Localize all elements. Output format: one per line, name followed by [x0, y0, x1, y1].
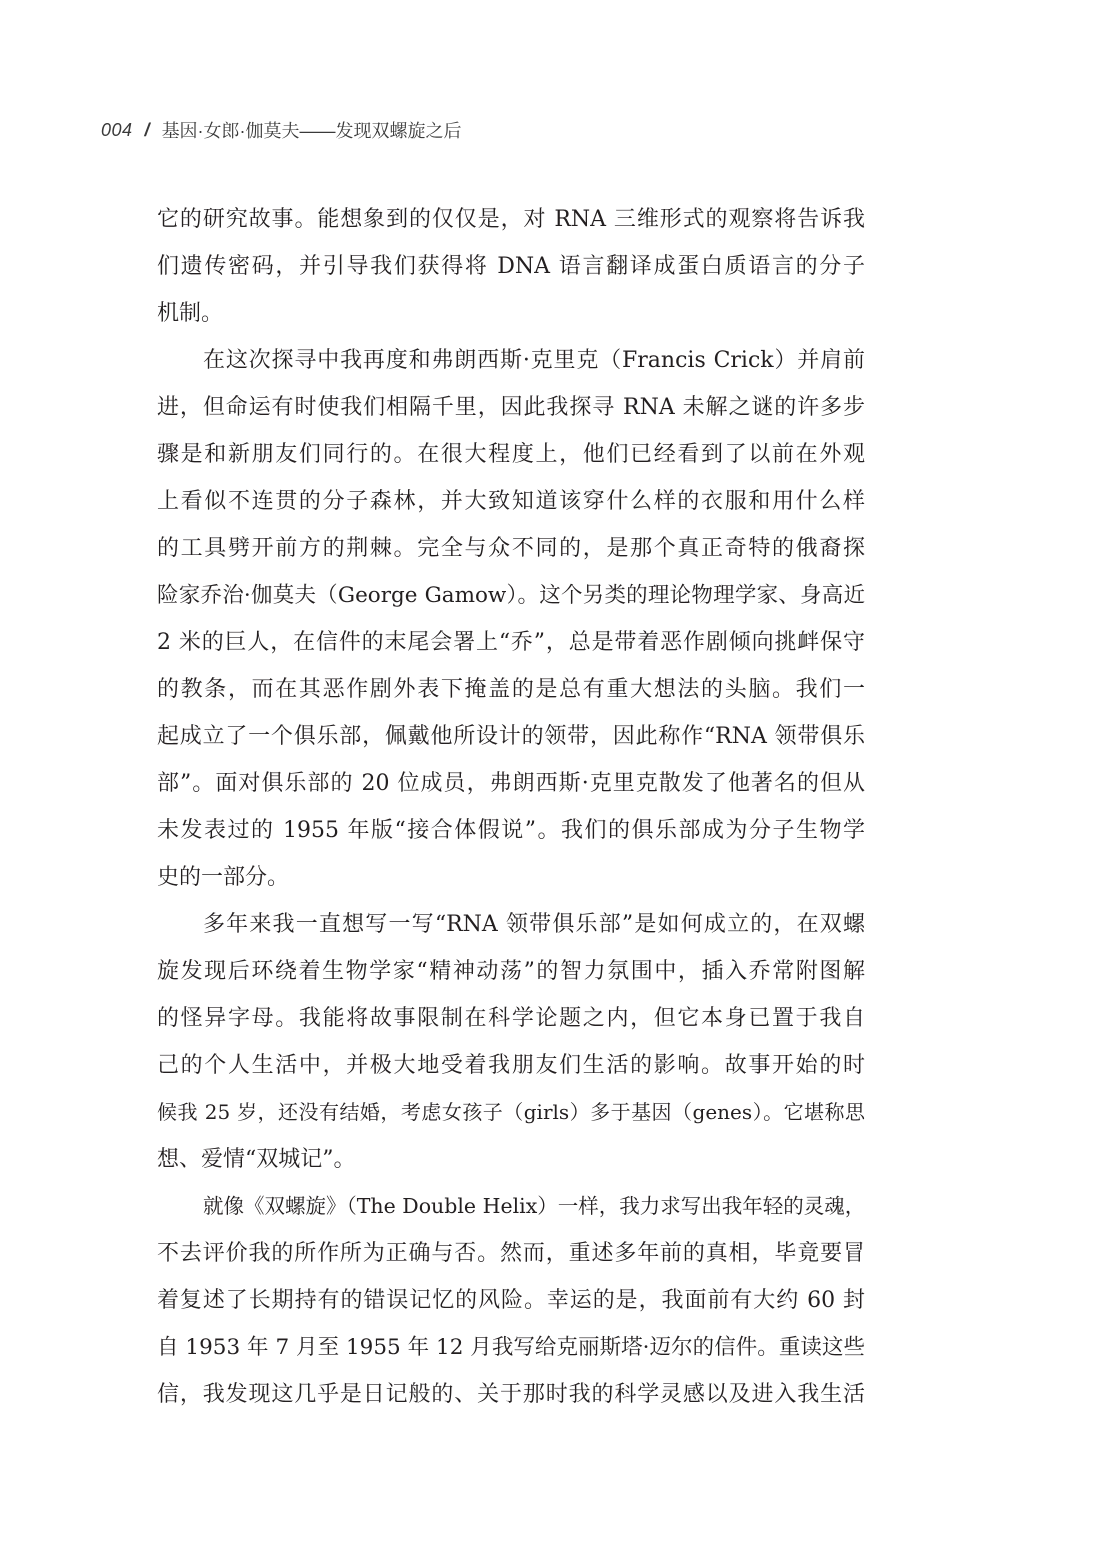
text-line: 在这次探寻中我再度和弗朗西斯·克里克（Francis Crick）并肩前: [203, 348, 865, 373]
text-line: 险家乔治·伽莫夫（George Gamow）。这个另类的理论物理学家、身高近: [157, 583, 865, 608]
text-line: 候我 25 岁，还没有结婚，考虑女孩子（girls）多于基因（genes）。它堪称思: [157, 1100, 865, 1124]
text-line: 旋发现后环绕着生物学家“精神动荡”的智力氛围中，插入乔常附图解: [157, 959, 865, 984]
text-line: 多年来我一直想写一写“RNA 领带俱乐部”是如何成立的，在双螺: [203, 912, 865, 937]
text-line: 不去评价我的所作所为正确与否。然而，重述多年前的真相，毕竟要冒: [157, 1241, 865, 1266]
text-line: 己的个人生活中，并极大地受着我朋友们生活的影响。故事开始的时: [157, 1053, 865, 1078]
text-line: 想、爱情“双城记”。: [157, 1147, 356, 1172]
text-line: 上看似不连贯的分子森林，并大致知道该穿什么样的衣服和用什么样: [157, 489, 865, 514]
running-header: [101, 116, 462, 144]
text-line: 部”。面对俱乐部的 20 位成员，弗朗西斯·克里克散发了他著名的但从: [157, 771, 865, 796]
text-line: 2 米的巨人，在信件的末尾会署上“乔”，总是带着恶作剧倾向挑衅保守: [157, 630, 865, 655]
paragraph: [157, 196, 865, 337]
paragraph: [157, 1183, 865, 1418]
text-line: 未发表过的 1955 年版“接合体假说”。我们的俱乐部成为分子生物学: [157, 818, 865, 843]
text-line: 就像《双螺旋》（The Double Helix）一样，我力求写出我年轻的灵魂，: [203, 1194, 866, 1218]
text-line: 史的一部分。: [157, 865, 290, 890]
text-line: 信，我发现这几乎是日记般的、关于那时我的科学灵感以及进入我生活: [157, 1382, 865, 1407]
text-line: 着复述了长期持有的错误记忆的风险。幸运的是，我面前有大约 60 封: [157, 1288, 865, 1313]
text-line: 进，但命运有时使我们相隔千里，因此我探寻 RNA 未解之谜的许多步: [157, 395, 865, 420]
text-line: 们遗传密码，并引导我们获得将 DNA 语言翻译成蛋白质语言的分子: [157, 254, 865, 279]
text-line: 自 1953 年 7 月至 1955 年 12 月我写给克丽斯塔·迈尔的信件。重读这些: [157, 1335, 865, 1360]
text-line: 的怪异字母。我能将故事限制在科学论题之内，但它本身已置于我自: [157, 1006, 865, 1031]
book-title: 基因·女郎·伽莫夫——发现双螺旋之后: [161, 121, 462, 141]
body-text: [157, 196, 865, 1418]
paragraph: [157, 337, 865, 901]
text-line: 骤是和新朋友们同行的。在很大程度上，他们已经看到了以前在外观: [157, 442, 865, 467]
paragraph: [157, 901, 865, 1183]
text-line: 机制。: [157, 301, 224, 326]
text-line: 起成立了一个俱乐部，佩戴他所设计的领带，因此称作“RNA 领带俱乐: [157, 724, 865, 749]
text-line: 它的研究故事。能想象到的仅仅是，对 RNA 三维形式的观察将告诉我: [157, 207, 865, 232]
text-line: 的教条，而在其恶作剧外表下掩盖的是总有重大想法的头脑。我们一: [157, 677, 865, 702]
header-separator: /: [144, 119, 150, 140]
page-number: 004: [101, 119, 133, 140]
text-line: 的工具劈开前方的荆棘。完全与众不同的，是那个真正奇特的俄裔探: [157, 536, 865, 561]
